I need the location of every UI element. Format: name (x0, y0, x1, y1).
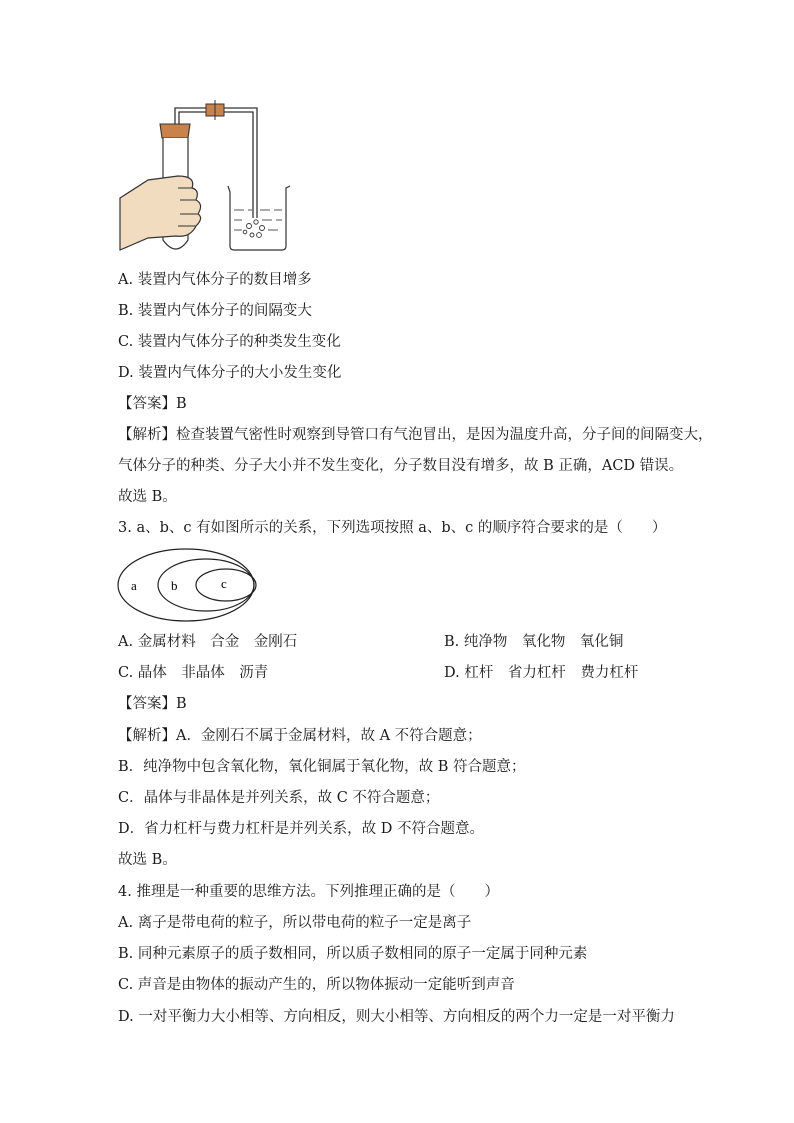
q3-analysis-line-3: C．晶体与非晶体是并列关系，故 C 不符合题意； (118, 790, 440, 806)
q3-answer: 【答案】B (118, 696, 187, 712)
q3-analysis-line-1: 【解析】A．金刚石不属于金属材料，故 A 不符合题意； (118, 728, 482, 744)
q2-option-c: C. 装置内气体分子的种类发生变化 (118, 334, 341, 350)
q3-analysis-line-4: D．省力杠杆与费力杠杆是并列关系，故 D 不符合题意。 (118, 821, 484, 837)
q4-stem: 4. 推理是一种重要的思维方法。下列推理正确的是（ ） (118, 884, 499, 900)
q2-analysis-line-1: 【解析】检查装置气密性时观察到导管口有气泡冒出，是因为温度升高，分子间的间隔变大， (118, 427, 713, 443)
q3-option-d: D. 杠杆 省力杠杆 费力杠杆 (444, 665, 639, 681)
q3-analysis-line-2: B．纯净物中包含氧化物，氧化铜属于氧化物，故 B 符合题意； (118, 759, 526, 775)
q3-stem: 3. a、b、c 有如图所示的关系，下列选项按照 a、b、c 的顺序符合要求的是（ ） (118, 520, 667, 536)
q3-conclusion: 故选 B。 (118, 852, 177, 868)
q3-option-b: B. 纯净物 氧化物 氧化铜 (444, 634, 624, 650)
q2-analysis-line-2: 气体分子的种类、分子大小并不发生变化，分子数目没有增多，故 B 正确，ACD 错误。 (118, 458, 684, 474)
apparatus-figure (118, 98, 298, 258)
q2-option-b: B. 装置内气体分子的间隔变大 (118, 303, 312, 319)
q4-option-a: A. 离子是带电荷的粒子，所以带电荷的粒子一定是离子 (118, 915, 472, 931)
q4-option-d: D. 一对平衡力大小相等、方向相反，则大小相等、方向相反的两个力一定是一对平衡力 (118, 1009, 675, 1025)
q2-option-d: D. 装置内气体分子的大小发生变化 (118, 365, 342, 381)
q4-option-b: B. 同种元素原子的质子数相同，所以质子数相同的原子一定属于同种元素 (118, 946, 588, 962)
q3-option-c: C. 晶体 非晶体 沥青 (118, 665, 269, 681)
q3-option-a: A. 金属材料 合金 金刚石 (118, 634, 298, 650)
label-a: a (131, 578, 137, 593)
q2-conclusion: 故选 B。 (118, 489, 177, 505)
set-relation-diagram (114, 545, 264, 625)
q2-option-a: A. 装置内气体分子的数目增多 (118, 272, 312, 288)
label-c: c (221, 576, 227, 591)
label-b: b (171, 578, 178, 593)
q2-answer: 【答案】B (118, 396, 187, 412)
q4-option-c: C. 声音是由物体的振动产生的，所以物体振动一定能听到声音 (118, 977, 515, 993)
